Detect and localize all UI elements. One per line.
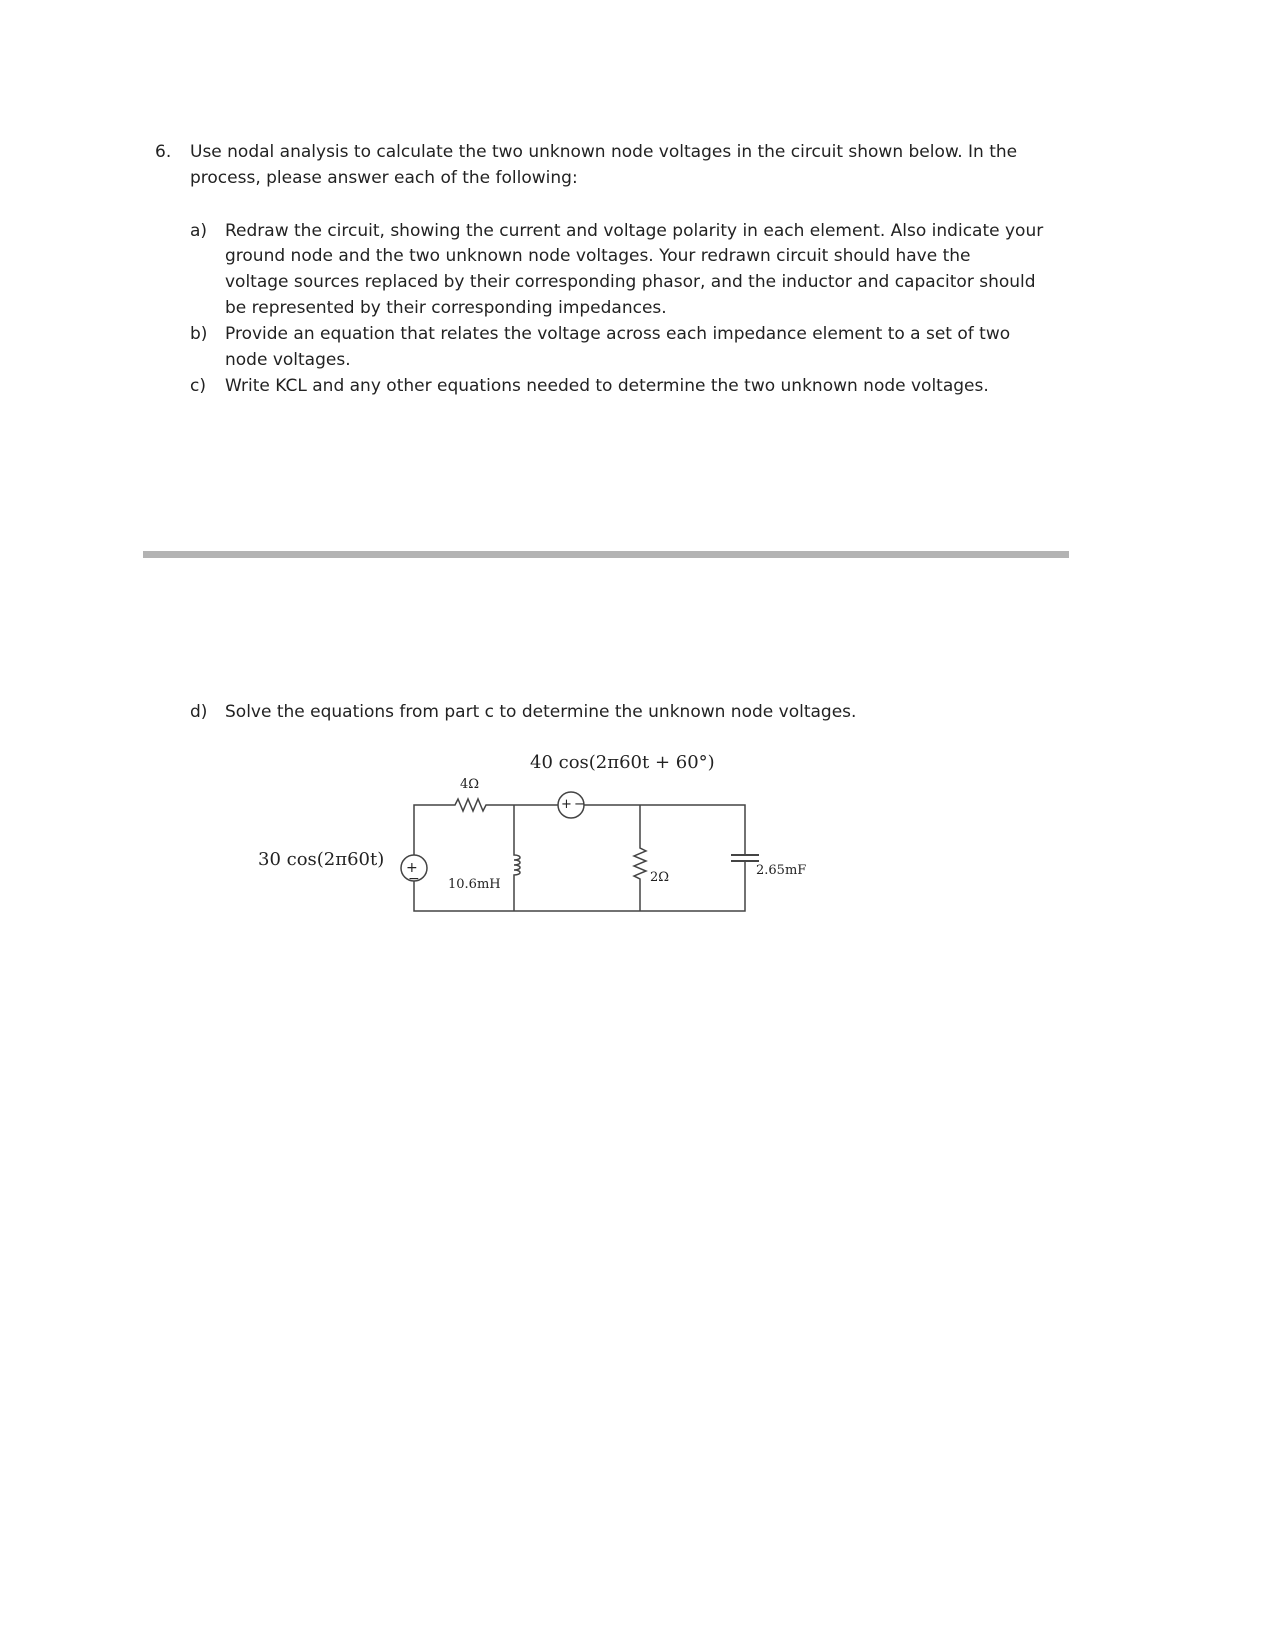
part-a-line: ground node and the two unknown node voltages. Your redrawn circuit should have the	[225, 246, 971, 266]
question-number: 6.	[155, 142, 172, 162]
part-c-line: Write KCL and any other equations needed to determine the two unknown node voltages.	[225, 376, 989, 396]
part-a-line: Redraw the circuit, showing the current and voltage polarity in each element. Also indicate your	[225, 221, 1044, 241]
part-a-label: a)	[190, 221, 208, 241]
r2-label: 2Ω	[650, 870, 670, 885]
part-d-line: Solve the equations from part c to determine the unknown node voltages.	[225, 702, 857, 722]
capacitor-label: 2.65mF	[756, 863, 807, 878]
part-b-line: Provide an equation that relates the voltage across each impedance element to a set of two	[225, 324, 1011, 344]
part-a-line: be represented by their corresponding impedances.	[225, 298, 667, 318]
source1-plus: +	[406, 860, 418, 876]
part-b-label: b)	[190, 324, 208, 344]
part-a-line: voltage sources replaced by their corresponding phasor, and the inductor and capacitor should	[225, 272, 1036, 292]
question-intro-line: process, please answer each of the following:	[190, 168, 578, 188]
part-d-label: d)	[190, 702, 208, 722]
source2-minus: −	[574, 797, 585, 812]
source2-plus: +	[561, 797, 572, 812]
source1-label: 30 cos(2π60t)	[258, 849, 385, 870]
inductor-label: 10.6mH	[448, 877, 501, 892]
part-c-label: c)	[190, 376, 206, 396]
question-intro-line: Use nodal analysis to calculate the two unknown node voltages in the circuit shown below. In the	[190, 142, 1018, 162]
source2-label: 40 cos(2π60t + 60°)	[530, 752, 715, 773]
r1-label: 4Ω	[460, 777, 480, 792]
source1-minus: −	[408, 871, 420, 887]
part-b-line: node voltages.	[225, 350, 351, 370]
